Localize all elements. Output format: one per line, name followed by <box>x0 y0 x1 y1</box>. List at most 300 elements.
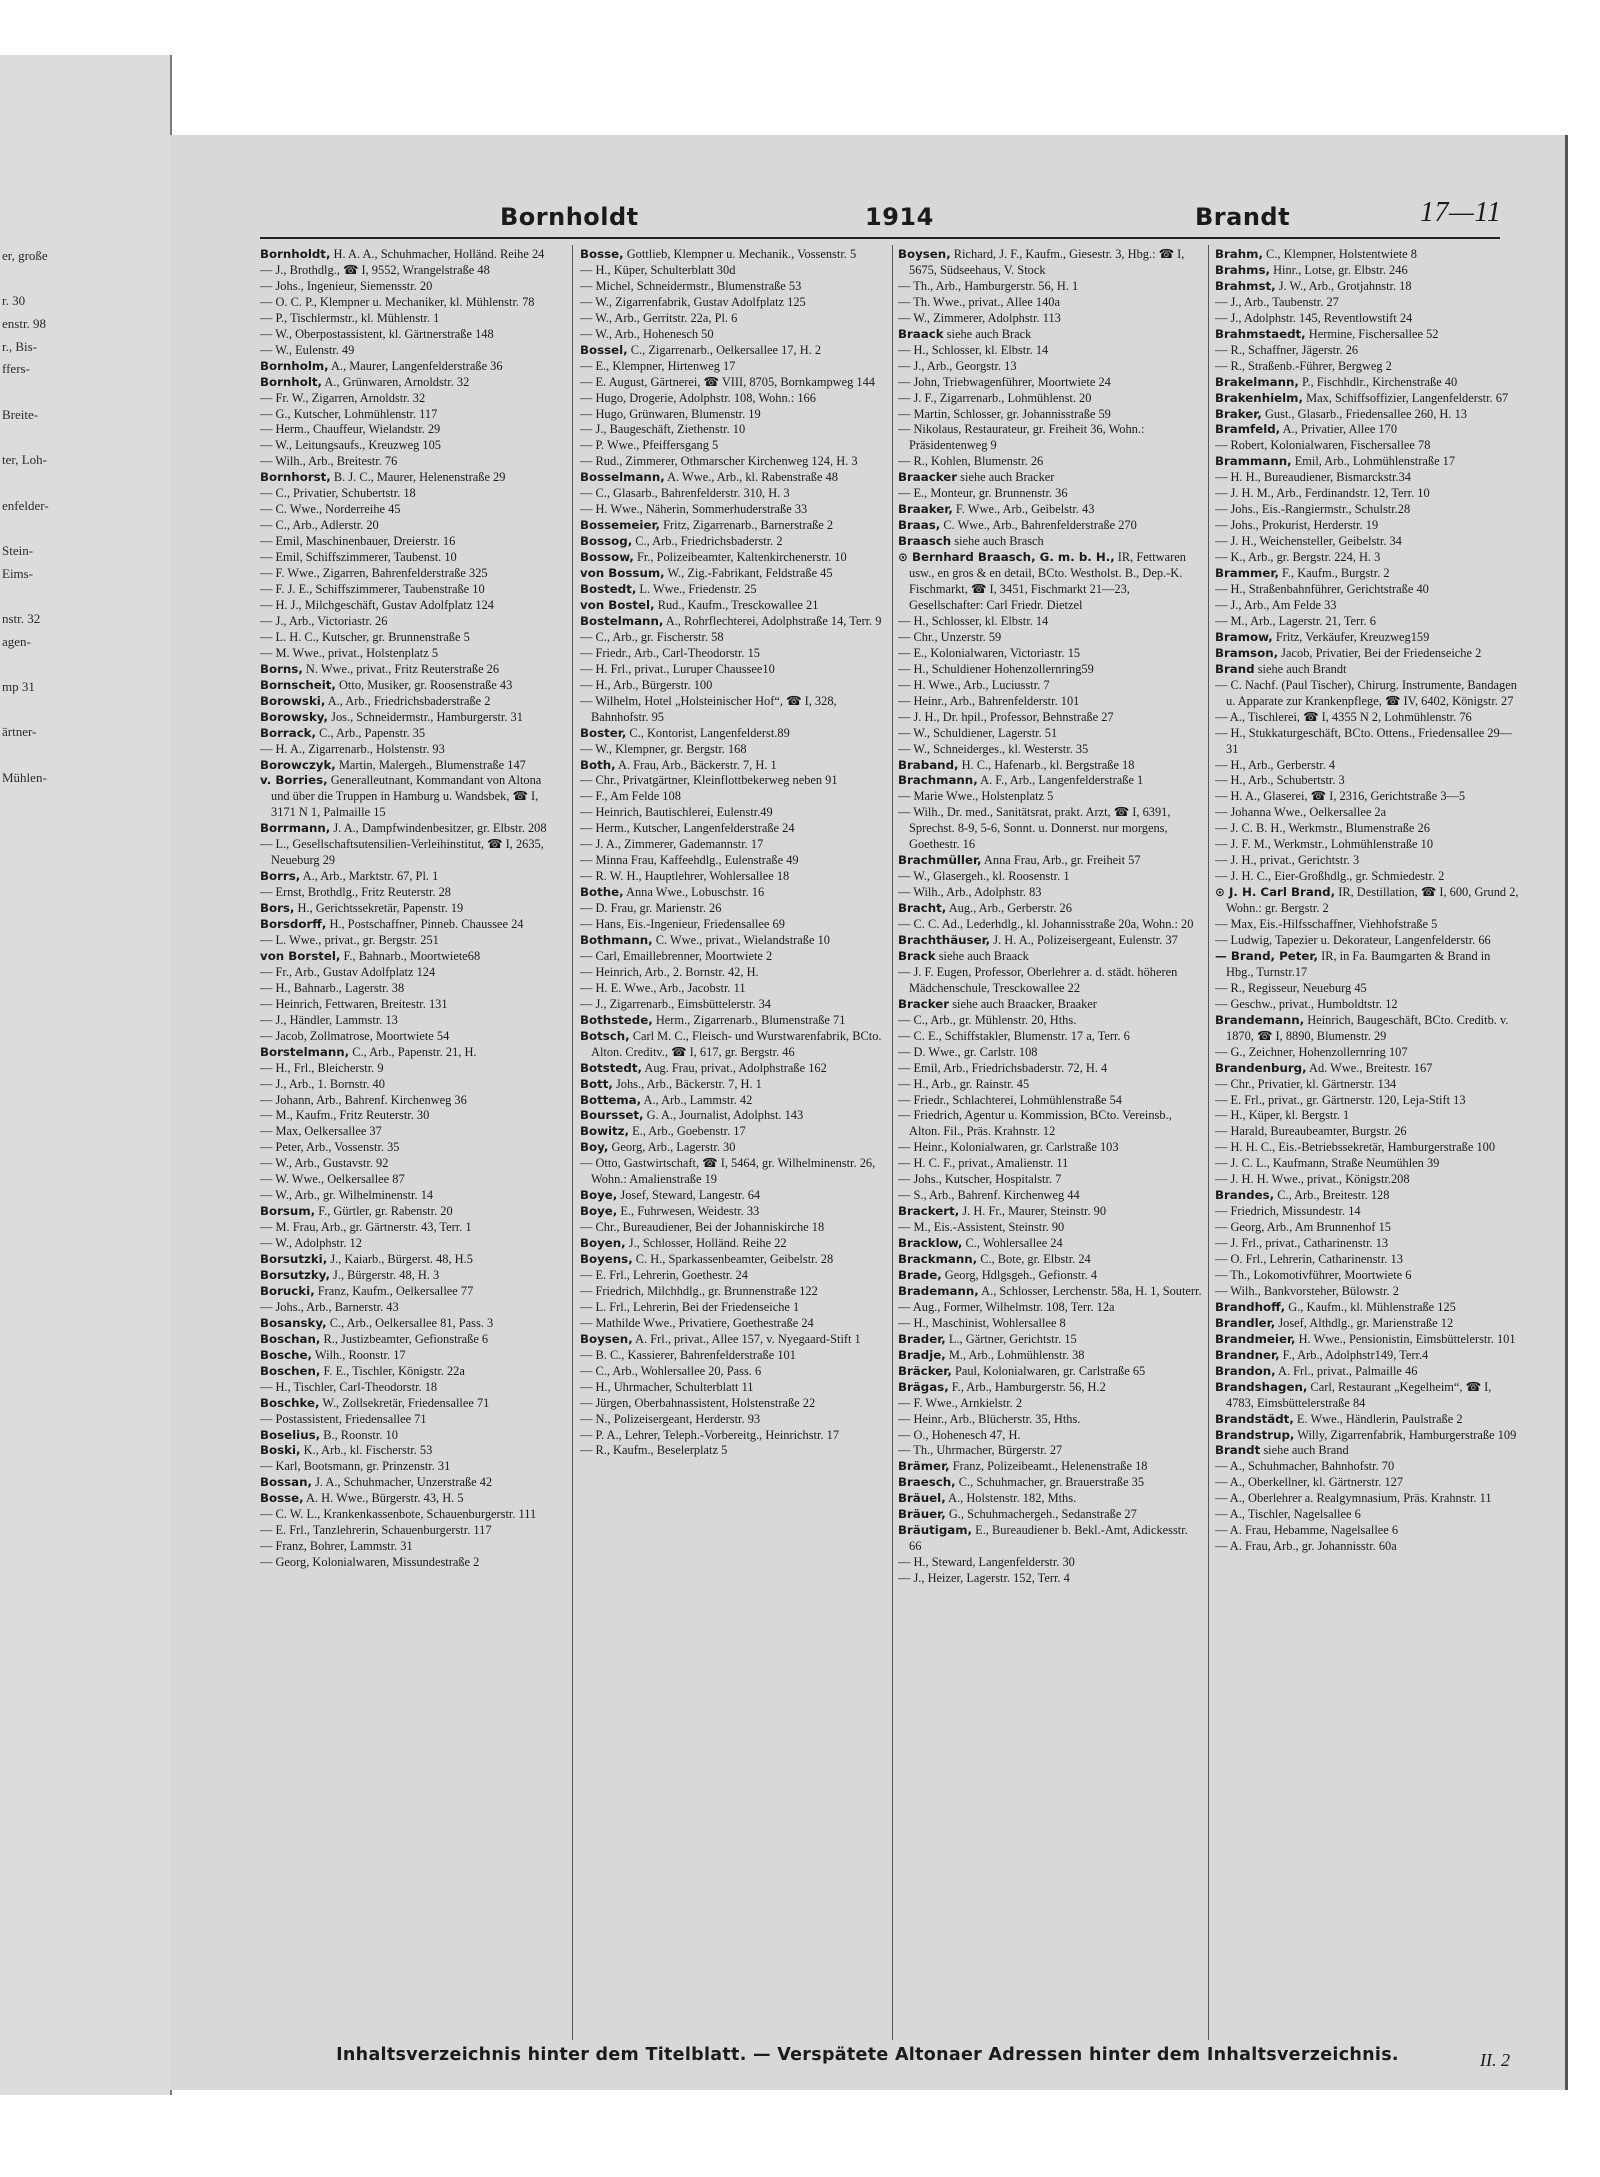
directory-entry <box>1215 1507 1520 1523</box>
entry-details: A., Arb., Lammstr. 42 <box>641 1092 753 1107</box>
directory-entry <box>580 646 885 662</box>
directory-entry <box>1215 758 1520 774</box>
fragment-line: nstr. 32 <box>2 611 41 626</box>
directory-entry <box>1215 1443 1520 1459</box>
entry-details: — H., Küper, kl. Bergstr. 1 <box>1215 1108 1350 1123</box>
entry-surname: Botsch, <box>580 1028 630 1043</box>
fragment-line <box>2 653 170 676</box>
entry-details: Gottlieb, Klempner u. Mechanik., Vossenstr. 5 <box>623 247 857 261</box>
directory-entry <box>580 1061 885 1077</box>
entry-details: — Hans, Eis.-Ingenieur, Friedensallee 69 <box>580 917 785 932</box>
directory-entry <box>1215 853 1520 869</box>
entry-details: — Th., Arb., Hamburgerstr. 56, H. 1 <box>898 278 1079 293</box>
directory-entry <box>898 646 1203 662</box>
directory-entry <box>1215 933 1520 949</box>
entry-details: — Mathilde Wwe., Privatiere, Goethestraße 24 <box>580 1315 814 1330</box>
entry-surname: Borowczyk, <box>260 757 336 772</box>
directory-entry <box>1215 1172 1520 1188</box>
entry-surname: Braas, <box>898 518 941 533</box>
entry-details: — Wilhelm, Hotel „Holsteinischer Hof“, ☎ I, 328, Bahnhofstr. 95 <box>580 693 837 724</box>
directory-entry <box>580 470 885 486</box>
entry-details: — Minna Frau, Kaffeehdlg., Eulenstraße 49 <box>580 853 799 868</box>
directory-entry <box>898 917 1203 933</box>
entry-details: — A., Oberlehrer a. Realgymnasium, Präs. Krahnstr. 11 <box>1215 1491 1492 1506</box>
entry-details: — H., Arb., gr. Rainstr. 45 <box>898 1076 1030 1091</box>
entry-details: — Johs., Kutscher, Hospitalstr. 7 <box>898 1172 1062 1187</box>
directory-entry <box>580 1156 885 1188</box>
entry-surname: Borrack, <box>260 725 317 740</box>
entry-details: C., Schuhmacher, gr. Brauerstraße 35 <box>955 1475 1145 1490</box>
entry-details: A. Frl., privat., Palmaille 46 <box>1275 1363 1418 1378</box>
directory-entry <box>580 901 885 917</box>
entry-surname: Braesch, <box>898 1475 956 1490</box>
directory-entry <box>1215 726 1520 758</box>
entry-details: — H. C. F., privat., Amalienstr. 11 <box>898 1156 1069 1171</box>
directory-entry <box>260 933 560 949</box>
directory-entry <box>260 901 560 917</box>
entry-details: G., Kaufm., kl. Mühlenstraße 125 <box>1285 1299 1456 1314</box>
entry-surname: Bosse, <box>580 247 624 261</box>
directory-entry <box>898 1140 1203 1156</box>
entry-details: Josef, Althdlg., gr. Marienstraße 12 <box>1275 1315 1454 1330</box>
entry-surname: Bosansky, <box>260 1315 327 1330</box>
directory-entry <box>898 1332 1203 1348</box>
entry-details: Fritz, Verkäufer, Kreuzweg159 <box>1272 629 1430 644</box>
entry-details: A. H. Wwe., Bürgerstr. 43, H. 5 <box>303 1491 464 1506</box>
directory-entry <box>580 662 885 678</box>
entry-details: — R., Kaufm., Beselerplatz 5 <box>580 1443 728 1458</box>
directory-entry <box>580 534 885 550</box>
entry-details: Josef, Steward, Langestr. 64 <box>617 1188 761 1203</box>
directory-entry <box>260 598 560 614</box>
directory-entry <box>1215 1364 1520 1380</box>
entry-details: W., Zollsekretär, Friedensallee 71 <box>319 1395 490 1410</box>
entry-surname: Bracker <box>898 996 950 1011</box>
directory-entry <box>580 454 885 470</box>
entry-details: Paul, Kolonialwaren, gr. Carlstraße 65 <box>951 1363 1146 1378</box>
entry-surname: Bott, <box>580 1076 613 1091</box>
entry-details: J., Schlosser, Holländ. Reihe 22 <box>625 1236 787 1251</box>
entry-details: — E., Kolonialwaren, Victoriastr. 15 <box>898 645 1081 660</box>
directory-entry <box>1215 1061 1520 1077</box>
column-1 <box>260 247 560 2037</box>
directory-entry <box>898 1156 1203 1172</box>
entry-details: — L. Frl., Lehrerin, Bei der Friedenseiche 1 <box>580 1299 800 1314</box>
entry-details: Anna Wwe., Lobuschstr. 16 <box>623 885 765 900</box>
directory-entry <box>1215 1045 1520 1061</box>
fragment-line <box>2 381 170 404</box>
directory-entry <box>260 821 560 837</box>
directory-entry <box>260 1093 560 1109</box>
entry-surname: Bornscheit, <box>260 677 336 692</box>
entry-details: — H. A., Zigarrenarb., Holstenstr. 93 <box>260 741 445 756</box>
entry-details: — E. August, Gärtnerei, ☎ VIII, 8705, Bornkampweg 144 <box>580 374 875 389</box>
directory-entry <box>1215 1124 1520 1140</box>
entry-surname: Bramfeld, <box>1215 422 1281 437</box>
entry-details: A., Rohrflechterei, Adolphstraße 14, Terr. 9 <box>663 613 882 628</box>
directory-entry <box>580 279 885 295</box>
entry-details: — J. C. B. H., Werkmstr., Blumenstraße 26 <box>1215 821 1430 836</box>
entry-surname: von Bossum, <box>580 566 665 581</box>
entry-details: — J. H., privat., Gerichtstr. 3 <box>1215 853 1360 868</box>
entry-details: Max, Schiffsoffizier, Langenfelderstr. 67 <box>1302 390 1509 405</box>
entry-details: — Ernst, Brothdlg., Fritz Reuterstr. 28 <box>260 885 452 900</box>
directory-entry <box>260 1348 560 1364</box>
entry-details: — Friedrich, Agentur u. Kommission, BCto. Vereinsb., Alton. Fil., Präs. Krahnstr. 12 <box>898 1108 1172 1139</box>
entry-details: A., Maurer, Langenfelderstraße 36 <box>328 358 503 373</box>
directory-entry <box>260 1284 560 1300</box>
directory-entry <box>260 1172 560 1188</box>
entry-details: — Hugo, Drogerie, Adolphstr. 108, Wohn.: 166 <box>580 390 816 405</box>
page-folio: II. 2 <box>1480 2050 1510 2070</box>
entry-details: — W., Arb., gr. Wilhelminenstr. 14 <box>260 1188 434 1203</box>
directory-entry <box>1215 247 1520 263</box>
directory-entry <box>1215 1268 1520 1284</box>
entry-surname: Borstelmann, <box>260 1044 350 1059</box>
entry-surname: Bossel, <box>580 342 628 357</box>
entry-details: — Heinr., Kolonialwaren, gr. Carlstraße 103 <box>898 1140 1119 1155</box>
entry-details: — G., Zeichner, Hohenzollernring 107 <box>1215 1044 1408 1059</box>
entry-details: siehe auch Braacker, Braaker <box>949 996 1097 1011</box>
directory-entry <box>898 1523 1203 1555</box>
directory-entry <box>1215 1156 1520 1172</box>
directory-entry <box>1215 1412 1520 1428</box>
entry-surname: — Brand, Peter, <box>1215 948 1318 963</box>
directory-entry <box>1215 454 1520 470</box>
entry-surname: Brandmeier, <box>1215 1331 1296 1346</box>
entry-surname: Brandshagen, <box>1215 1379 1308 1394</box>
entry-details: A. F., Arb., Langenfelderstraße 1 <box>977 773 1144 788</box>
directory-entry <box>580 359 885 375</box>
entry-details: C., Klempner, Holstentwiete 8 <box>1262 247 1417 261</box>
directory-entry <box>1215 359 1520 375</box>
entry-surname: Braaker, <box>898 502 953 517</box>
entry-surname: Brack <box>898 948 936 963</box>
entry-surname: Boy, <box>580 1140 609 1155</box>
entry-details: — Postassistent, Friedensallee 71 <box>260 1411 427 1426</box>
entry-surname: Brahmst, <box>1215 278 1276 293</box>
entry-details: C. H., Sparkassenbeamter, Geibelstr. 28 <box>632 1252 834 1267</box>
entry-details: — Th. Wwe., privat., Allee 140a <box>898 294 1060 309</box>
entry-details: — Georg, Kolonialwaren, Missundestraße 2 <box>260 1555 480 1570</box>
directory-entry <box>260 311 560 327</box>
directory-entry <box>898 1380 1203 1396</box>
directory-entry <box>580 742 885 758</box>
entry-details: — A., Tischlerei, ☎ I, 4355 N 2, Lohmühlenstr. 76 <box>1215 709 1472 724</box>
entry-details: Georg, Arb., Lagerstr. 30 <box>608 1140 736 1155</box>
directory-entry <box>1215 1332 1520 1348</box>
entry-details: — Wilh., Bankvorsteher, Bülowstr. 2 <box>1215 1283 1399 1298</box>
entry-details: — W., Arb., Hohenesch 50 <box>580 326 714 341</box>
fragment-line: enstr. 98 <box>2 316 47 332</box>
entry-details: J. A., Schuhmacher, Unzerstraße 42 <box>311 1475 493 1490</box>
directory-entry <box>580 1124 885 1140</box>
directory-entry <box>898 502 1203 518</box>
directory-entry <box>260 678 560 694</box>
directory-entry <box>260 582 560 598</box>
entry-details: Hinr., Lotse, gr. Elbstr. 246 <box>1269 262 1408 277</box>
entry-details: H. C., Hafenarb., kl. Bergstraße 18 <box>958 757 1135 772</box>
entry-details: Generalleutnant, Kommandant von Altona und über die Truppen in Hamburg u. Wandsbek, ☎ I, 3171 N 1, Palmaille 15 <box>271 773 542 820</box>
directory-entry <box>1215 1539 1520 1555</box>
directory-entry <box>1215 1428 1520 1444</box>
page-number: 17—11 <box>1420 197 1502 228</box>
directory-entry <box>1215 1316 1520 1332</box>
entry-details: J., Kaiarb., Bürgerst. 48, H.5 <box>327 1252 473 1267</box>
entry-details: — H., Tischler, Carl-Theodorstr. 18 <box>260 1379 438 1394</box>
directory-entry <box>260 917 560 933</box>
entry-details: C., Bote, gr. Elbstr. 24 <box>977 1252 1091 1267</box>
entry-surname: Boyen, <box>580 1236 626 1251</box>
entry-details: — H., Stukkaturgeschäft, BCto. Ottens., Friedensallee 29—31 <box>1215 725 1513 756</box>
entry-surname: Brakenhielm, <box>1215 390 1303 405</box>
entry-details: — O. C. P., Klempner u. Mechaniker, kl. Mühlenstr. 78 <box>260 294 535 309</box>
entry-details: C., Wohlersallee 24 <box>962 1236 1063 1251</box>
directory-entry <box>260 1428 560 1444</box>
adjacent-page-text <box>0 55 170 790</box>
entry-details: — W., Adolphstr. 12 <box>260 1236 362 1251</box>
directory-entry <box>260 391 560 407</box>
directory-entry <box>1215 470 1520 486</box>
entry-surname: Brämer, <box>898 1459 950 1474</box>
entry-details: — W., Klempner, gr. Bergstr. 168 <box>580 741 747 756</box>
directory-entry <box>898 518 1203 534</box>
entry-details: J. W., Arb., Grotjahnstr. 18 <box>1275 278 1412 293</box>
entry-details: — Wilh., Arb., Breitestr. 76 <box>260 454 398 469</box>
entry-details: W., Zig.-Fabrikant, Feldstraße 45 <box>664 566 833 581</box>
entry-details: J. H. A., Polizeisergeant, Eulenstr. 37 <box>990 932 1178 947</box>
fragment-line: ärtner- <box>2 724 37 740</box>
entry-details: — J. Frl., privat., Catharinenstr. 13 <box>1215 1236 1389 1251</box>
entry-surname: Brahmstaedt, <box>1215 326 1306 341</box>
entry-details: — Johanna Wwe., Oelkersallee 2a <box>1215 805 1387 820</box>
directory-entry <box>260 422 560 438</box>
entry-surname: Bräuer, <box>898 1507 946 1522</box>
entry-details: — L. H. C., Kutscher, gr. Brunnenstraße 5 <box>260 629 470 644</box>
directory-entry <box>580 997 885 1013</box>
entry-details: siehe auch Brasch <box>951 534 1044 549</box>
entry-surname: Borsutzki, <box>260 1252 328 1267</box>
entry-surname: Brägas, <box>898 1379 949 1394</box>
entry-details: — W., Zimmerer, Adolphstr. 113 <box>898 310 1061 325</box>
entry-details: — L. Wwe., privat., gr. Bergstr. 251 <box>260 932 439 947</box>
directory-entry <box>898 630 1203 646</box>
entry-details: — Peter, Arb., Vossenstr. 35 <box>260 1140 400 1155</box>
directory-entry <box>1215 263 1520 279</box>
entry-surname: Braasch <box>898 534 952 549</box>
entry-details: — H. E. Wwe., Arb., Jacobstr. 11 <box>580 980 746 995</box>
directory-entry <box>260 694 560 710</box>
entry-details: — M. Wwe., privat., Holstenplatz 5 <box>260 645 439 660</box>
entry-details: C., Kontorist, Langenfelderst.89 <box>626 725 790 740</box>
entry-details: — A. Frau, Arb., gr. Johannisstr. 60a <box>1215 1539 1397 1554</box>
entry-surname: Borsutzky, <box>260 1268 330 1282</box>
entry-surname: Bowitz, <box>580 1124 630 1139</box>
entry-details: IR, Fettwaren usw., en gros & en detail, BCto. Westholst. B., Dep.-K. Fischmarkt, ☎ I, 3451, Fischmarkt 21—23, Gesellschafter: Carl Friedr. Dietzel <box>909 550 1186 612</box>
directory-entry <box>1215 646 1520 662</box>
entry-details: — Friedr., Schlachterei, Lohmühlenstraße 54 <box>898 1092 1123 1107</box>
fragment-line: enfelder- <box>2 497 49 513</box>
entry-details: — H., Frl., Bleicherstr. 9 <box>260 1060 384 1075</box>
entry-details: C., Arb., Breitestr. 128 <box>1274 1188 1390 1203</box>
directory-entry <box>898 1236 1203 1252</box>
directory-entry <box>1215 1220 1520 1236</box>
directory-entry <box>580 327 885 343</box>
entry-details: Aug. Frau, privat., Adolphstraße 162 <box>641 1060 827 1075</box>
directory-entry <box>260 1300 560 1316</box>
entry-surname: Boschen, <box>260 1363 321 1378</box>
directory-entry <box>898 678 1203 694</box>
directory-entry <box>580 438 885 454</box>
directory-entry <box>1215 391 1520 407</box>
directory-entry <box>580 837 885 853</box>
entry-details: — W., Glasergeh., kl. Roosenstr. 1 <box>898 869 1070 884</box>
directory-entry <box>898 295 1203 311</box>
directory-entry <box>260 614 560 630</box>
directory-entry <box>580 1348 885 1364</box>
entry-details: — Michel, Schneidermstr., Blumenstraße 53 <box>580 278 802 293</box>
directory-entry <box>260 1156 560 1172</box>
entry-details: — Martin, Schlosser, gr. Johannisstraße 59 <box>898 406 1111 421</box>
directory-entry <box>260 630 560 646</box>
directory-entry <box>898 1316 1203 1332</box>
entry-details: — A., Tischler, Nagelsallee 6 <box>1215 1507 1361 1522</box>
directory-entry <box>260 247 560 263</box>
directory-entry <box>580 1284 885 1300</box>
directory-entry <box>1215 407 1520 423</box>
directory-entry <box>898 1029 1203 1045</box>
directory-entry <box>580 694 885 726</box>
directory-entry <box>580 247 885 263</box>
directory-entry <box>260 997 560 1013</box>
entry-details: — Max, Eis.-Hilfsschaffner, Viehhofstraße 5 <box>1215 917 1438 932</box>
entry-surname: Boye, <box>580 1204 618 1219</box>
entry-details: IR, Destillation, ☎ I, 600, Grund 2, Wohn.: gr. Bergstr. 2 <box>1226 885 1519 916</box>
directory-entry <box>1215 279 1520 295</box>
column-2 <box>580 247 885 2037</box>
directory-entry <box>260 502 560 518</box>
entry-details: siehe auch Brack <box>943 326 1032 341</box>
directory-entry <box>260 1108 560 1124</box>
entry-surname: Bramson, <box>1215 645 1279 660</box>
directory-entry <box>580 518 885 534</box>
directory-entry <box>580 1316 885 1332</box>
entry-details: — Robert, Kolonialwaren, Fischersallee 78 <box>1215 438 1431 453</box>
entry-details: — C., Privatier, Schubertstr. 18 <box>260 486 416 501</box>
entry-details: C. Wwe., privat., Wielandstraße 10 <box>652 932 830 947</box>
entry-details: A., Schlosser, Lerchenstr. 58a, H. 1, Souterr. <box>978 1283 1202 1298</box>
entry-surname: Braband, <box>898 757 959 772</box>
entry-details: siehe auch Braack <box>935 948 1029 963</box>
entry-details: — J., Arb., 1. Bornstr. 40 <box>260 1076 385 1091</box>
entry-surname: Borsum, <box>260 1204 316 1219</box>
directory-entry <box>898 885 1203 901</box>
fragment-line <box>2 744 170 767</box>
entry-details: G., Schuhmachergeh., Sedanstraße 27 <box>945 1507 1137 1522</box>
directory-entry <box>1215 343 1520 359</box>
directory-entry <box>898 901 1203 917</box>
entry-details: — Fr., Arb., Gustav Adolfplatz 124 <box>260 964 436 979</box>
directory-entry <box>898 853 1203 869</box>
entry-details: — B. C., Kassierer, Bahrenfelderstraße 101 <box>580 1347 796 1362</box>
fragment-line: Eims- <box>2 565 34 581</box>
entry-details: H., Gerichtssekretär, Papenstr. 19 <box>294 901 464 916</box>
directory-entry <box>580 821 885 837</box>
entry-surname: Brackert, <box>898 1204 960 1219</box>
entry-details: — L., Gesellschaftsutensilien-Verleihinstitut, ☎ I, 2635, Neueburg 29 <box>260 837 544 868</box>
directory-entry <box>260 1204 560 1220</box>
entry-details: L., Gärtner, Gerichtstr. 15 <box>945 1331 1077 1346</box>
entry-details: P., Fischhdlr., Kirchenstraße 40 <box>1298 374 1458 389</box>
entry-details: — H., Steward, Langenfelderstr. 30 <box>898 1555 1075 1570</box>
directory-entry <box>580 566 885 582</box>
entry-details: C., Arb., Friedrichsbaderstr. 2 <box>632 534 783 549</box>
entry-surname: Bothstede, <box>580 1012 653 1027</box>
entry-surname: Brakelmann, <box>1215 374 1299 389</box>
entry-details: — A., Schuhmacher, Bahnhofstr. 70 <box>1215 1459 1395 1474</box>
directory-entry <box>580 678 885 694</box>
directory-entry <box>898 1204 1203 1220</box>
entry-details: — E. Frl., Lehrerin, Goethestr. 24 <box>580 1268 748 1282</box>
directory-entry <box>898 247 1203 279</box>
directory-entry <box>580 391 885 407</box>
directory-entry <box>1215 821 1520 837</box>
entry-surname: Brandenburg, <box>1215 1060 1307 1075</box>
directory-entry <box>1215 1077 1520 1093</box>
entry-surname: Borucki, <box>260 1283 315 1298</box>
entry-surname: Brackmann, <box>898 1252 978 1267</box>
entry-surname: Boursset, <box>580 1108 644 1123</box>
entry-details: siehe auch Brandt <box>1254 661 1347 676</box>
entry-surname: Bossog, <box>580 534 633 549</box>
entry-details: — Wilh., Dr. med., Sanitätsrat, prakt. Arzt, ☎ I, 6391, Sprechst. 8-9, 5-6, Sonnt. u. Donnerst. nur morgens, Goethestr. 16 <box>898 805 1171 852</box>
entry-details: Franz, Kaufm., Oelkersallee 77 <box>314 1283 474 1298</box>
directory-entry <box>898 407 1203 423</box>
entry-details: — J., Händler, Lammstr. 13 <box>260 1012 398 1027</box>
entry-surname: Boster, <box>580 725 627 740</box>
directory-entry <box>1215 1013 1520 1045</box>
entry-details: Rud., Kaufm., Tresckowallee 21 <box>654 597 819 612</box>
entry-details: Franz, Polizeibeamt., Helenenstraße 18 <box>949 1459 1148 1474</box>
entry-surname: Boyens, <box>580 1252 633 1267</box>
entry-details: A., Arb., Friedrichsbaderstraße 2 <box>325 693 491 708</box>
directory-entry <box>580 1188 885 1204</box>
entry-details: Anna Frau, Arb., gr. Freiheit 57 <box>981 853 1141 868</box>
directory-entry <box>260 375 560 391</box>
entry-details: F., Kaufm., Burgstr. 2 <box>1278 566 1390 581</box>
fragment-line <box>2 268 170 291</box>
directory-entry <box>580 1077 885 1093</box>
directory-entry <box>260 534 560 550</box>
directory-entry <box>898 1045 1203 1061</box>
directory-entry <box>580 1300 885 1316</box>
entry-details: F., Arb., Adolphstr149, Terr.4 <box>1279 1347 1429 1362</box>
entry-details: — Ludwig, Tapezier u. Dekorateur, Langenfelderstr. 66 <box>1215 932 1491 947</box>
entry-surname: Bossan, <box>260 1475 312 1490</box>
directory-entry <box>1215 917 1520 933</box>
entry-details: — H., Schlosser, kl. Elbstr. 14 <box>898 342 1049 357</box>
entry-details: — P. Wwe., Pfeiffersgang 5 <box>580 438 719 453</box>
entry-surname: Bracklow, <box>898 1236 963 1251</box>
entry-details: siehe auch Brand <box>1260 1443 1349 1458</box>
entry-surname: Brandner, <box>1215 1347 1280 1362</box>
entry-details: — J., Arb., Am Felde 33 <box>1215 597 1337 612</box>
entry-surname: Borowski, <box>260 693 326 708</box>
directory-entry <box>898 869 1203 885</box>
entry-details: — H. H., Bureaudiener, Bismarckstr.34 <box>1215 470 1411 485</box>
directory-entry <box>898 1188 1203 1204</box>
directory-entry <box>1215 630 1520 646</box>
